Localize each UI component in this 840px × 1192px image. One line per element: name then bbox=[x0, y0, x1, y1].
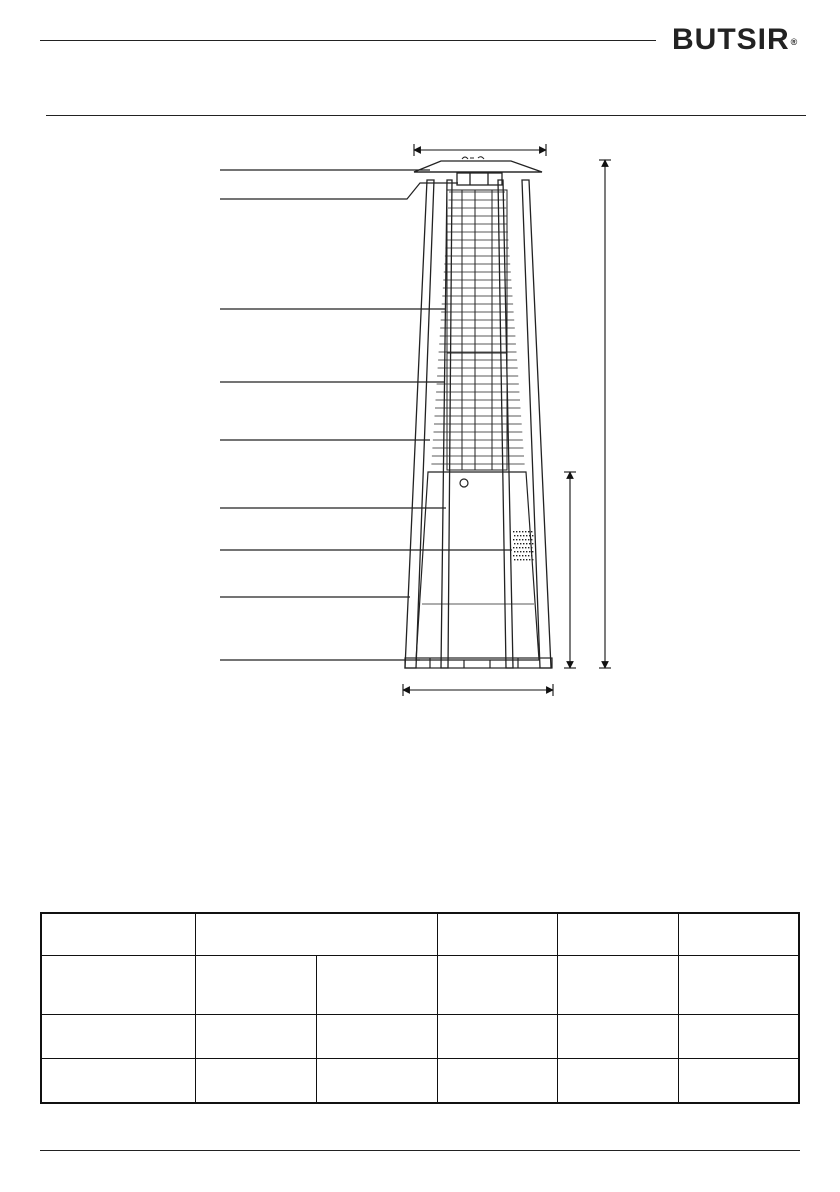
table-cell bbox=[195, 955, 316, 1014]
vent-hole bbox=[529, 559, 530, 560]
vent-hole bbox=[532, 559, 533, 560]
vent-hole bbox=[532, 535, 533, 536]
vent-hole bbox=[528, 547, 529, 548]
ignition-button bbox=[460, 479, 468, 487]
table-row bbox=[41, 1014, 799, 1058]
heater-diagram bbox=[0, 120, 840, 710]
table-cell bbox=[195, 1058, 316, 1103]
table-cell bbox=[557, 955, 678, 1014]
vent-hole bbox=[520, 543, 521, 544]
vent-hole bbox=[520, 535, 521, 536]
vent-hole bbox=[514, 535, 515, 536]
vent-hole bbox=[522, 555, 523, 556]
vent-hole bbox=[514, 543, 515, 544]
vent-hole bbox=[522, 539, 523, 540]
vent-hole bbox=[525, 539, 526, 540]
table-cell bbox=[41, 1014, 195, 1058]
vent-hole bbox=[517, 559, 518, 560]
cylinder-housing bbox=[416, 472, 539, 660]
vent-hole bbox=[523, 551, 524, 552]
table-cell bbox=[557, 913, 678, 955]
vent-hole bbox=[531, 547, 532, 548]
vent-hole bbox=[519, 539, 520, 540]
vent-hole bbox=[517, 535, 518, 536]
vent-hole bbox=[520, 551, 521, 552]
vent-hole bbox=[513, 555, 514, 556]
vent-hole bbox=[523, 543, 524, 544]
table-cell bbox=[557, 1014, 678, 1058]
reflector-hood bbox=[414, 157, 542, 185]
vent-hole bbox=[514, 559, 515, 560]
vent-hole bbox=[526, 551, 527, 552]
table-subheader-row bbox=[41, 955, 799, 1014]
table-header-row bbox=[41, 913, 799, 955]
vent-hole bbox=[517, 551, 518, 552]
table-cell bbox=[437, 955, 557, 1014]
vent-hole bbox=[514, 551, 515, 552]
vent-hole bbox=[523, 559, 524, 560]
vent-hole bbox=[513, 547, 514, 548]
vent-hole bbox=[513, 531, 514, 532]
vent-hole bbox=[517, 543, 518, 544]
table-cell bbox=[41, 913, 195, 955]
vent-hole bbox=[526, 559, 527, 560]
vent-hole bbox=[531, 531, 532, 532]
vent-hole bbox=[528, 555, 529, 556]
vent-hole bbox=[519, 547, 520, 548]
table-cell bbox=[195, 1014, 316, 1058]
vent-hole bbox=[519, 555, 520, 556]
callout-leaders bbox=[220, 170, 512, 660]
vent-hole bbox=[526, 535, 527, 536]
footer-rule bbox=[40, 1150, 800, 1151]
table-cell bbox=[678, 1058, 799, 1103]
vent-hole bbox=[522, 531, 523, 532]
table-row bbox=[41, 1058, 799, 1103]
vent-hole bbox=[532, 543, 533, 544]
header-rule bbox=[40, 40, 656, 41]
vent-hole bbox=[529, 535, 530, 536]
table-cell bbox=[41, 955, 195, 1014]
table-cell bbox=[437, 913, 557, 955]
vent-hole bbox=[520, 559, 521, 560]
table-cell bbox=[316, 1014, 437, 1058]
vent-hole bbox=[525, 531, 526, 532]
table-cell bbox=[316, 955, 437, 1014]
vent-hole bbox=[525, 547, 526, 548]
table-cell bbox=[195, 913, 437, 955]
table-cell bbox=[678, 913, 799, 955]
spec-table bbox=[40, 912, 800, 1104]
trademark-symbol: ® bbox=[790, 37, 799, 47]
callout-line-2 bbox=[220, 183, 458, 199]
table-cell bbox=[316, 1058, 437, 1103]
section-rule bbox=[46, 115, 806, 116]
brand-name: BUTSIR bbox=[672, 23, 790, 56]
vent-hole bbox=[532, 551, 533, 552]
vent-hole bbox=[528, 539, 529, 540]
table-cell bbox=[557, 1058, 678, 1103]
table-cell bbox=[41, 1058, 195, 1103]
vent-hole bbox=[516, 539, 517, 540]
vent-hole bbox=[516, 531, 517, 532]
table-cell bbox=[437, 1058, 557, 1103]
brand-logo bbox=[672, 22, 798, 58]
vent-hole bbox=[531, 555, 532, 556]
vent-hole bbox=[529, 543, 530, 544]
vent-grille bbox=[513, 531, 533, 560]
vent-hole bbox=[526, 543, 527, 544]
vent-hole bbox=[529, 551, 530, 552]
vent-hole bbox=[528, 531, 529, 532]
vent-hole bbox=[519, 531, 520, 532]
vent-hole bbox=[516, 555, 517, 556]
vent-hole bbox=[522, 547, 523, 548]
vent-hole bbox=[513, 539, 514, 540]
vent-hole bbox=[525, 555, 526, 556]
vent-hole bbox=[516, 547, 517, 548]
vent-hole bbox=[523, 535, 524, 536]
table-cell bbox=[678, 1014, 799, 1058]
table-cell bbox=[678, 955, 799, 1014]
table-cell bbox=[437, 1014, 557, 1058]
vent-hole bbox=[531, 539, 532, 540]
